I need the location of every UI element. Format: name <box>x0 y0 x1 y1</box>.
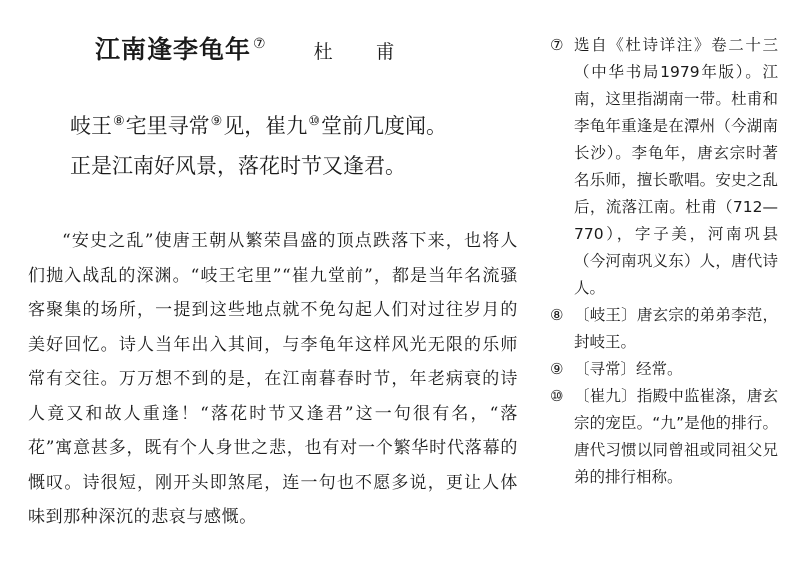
footnotes-column <box>550 32 778 491</box>
poem-text: 宅里寻常 <box>125 114 210 138</box>
poem-header <box>95 30 407 70</box>
poem-text: 见，崔九 <box>223 114 308 138</box>
footnote-number: ⑦ <box>550 36 564 54</box>
title-footnote-marker: ⑦ <box>253 36 266 52</box>
footnote-item <box>550 356 778 383</box>
footnote-item <box>550 32 778 302</box>
poem-title: 江南逢李龟年 <box>95 35 252 64</box>
footnote-number: ⑨ <box>550 360 564 378</box>
poem-text: 岐王 <box>70 114 112 138</box>
poem-line-1 <box>70 108 447 148</box>
footnote-text: 〔崔九〕指殿中监崔涤，唐玄宗的宠臣。“九”是他的排行。唐代习惯以同曾祖或同祖父兄弟的排行相称。 <box>574 387 778 486</box>
poem-body <box>70 108 447 184</box>
footnote-marker: ⑩ <box>308 114 320 129</box>
poem-author: 杜 甫 <box>313 41 407 63</box>
footnote-item <box>550 383 778 491</box>
footnote-marker: ⑨ <box>210 114 223 129</box>
footnote-text: 〔岐王〕唐玄宗的弟弟李范，封岐王。 <box>574 306 778 351</box>
footnote-number: ⑩ <box>550 387 564 405</box>
footnote-marker: ⑧ <box>113 114 125 129</box>
footnote-text: 选自《杜诗详注》卷二十三（中华书局1979年版）。江南，这里指湖南一带。杜甫和李龟年重逢是在潭州（今湖南长沙）。李龟年，唐玄宗时著名乐师，擅长歌唱。安史之乱后，流落江南。杜甫（712—770），字子美，河南巩县（今河南巩义东）人，唐代诗人。 <box>574 36 778 297</box>
footnote-number: ⑧ <box>550 306 564 324</box>
commentary-block <box>28 224 518 535</box>
poem-text: 堂前几度闻。 <box>320 114 447 138</box>
commentary-paragraph: “安史之乱”使唐王朝从繁荣昌盛的顶点跌落下来，也将人们抛入战乱的深渊。“岐王宅里”“崔九堂前”，都是当年名流骚客聚集的场所，一提到这些地点就不免勾起人们对过往岁月的美好回忆。诗人当年出入其间，与李龟年这样风光无限的乐师常有交往。万万想不到的是，在江南暮春时节，年老病衰的诗人竟又和故人重逢！“落花时节又逢君”这一句很有名，“落花”寓意甚多，既有个人身世之悲，也有对一个繁华时代落幕的慨叹。诗很短，刚开头即煞尾，连一句也不愿多说，更让人体味到那种深沉的悲哀与感慨。 <box>28 231 518 527</box>
footnote-text: 〔寻常〕经常。 <box>574 360 683 378</box>
poem-line-2 <box>70 148 447 184</box>
poem-text: 正是江南好风景，落花时节又逢君。 <box>70 154 406 178</box>
footnote-item <box>550 302 778 356</box>
